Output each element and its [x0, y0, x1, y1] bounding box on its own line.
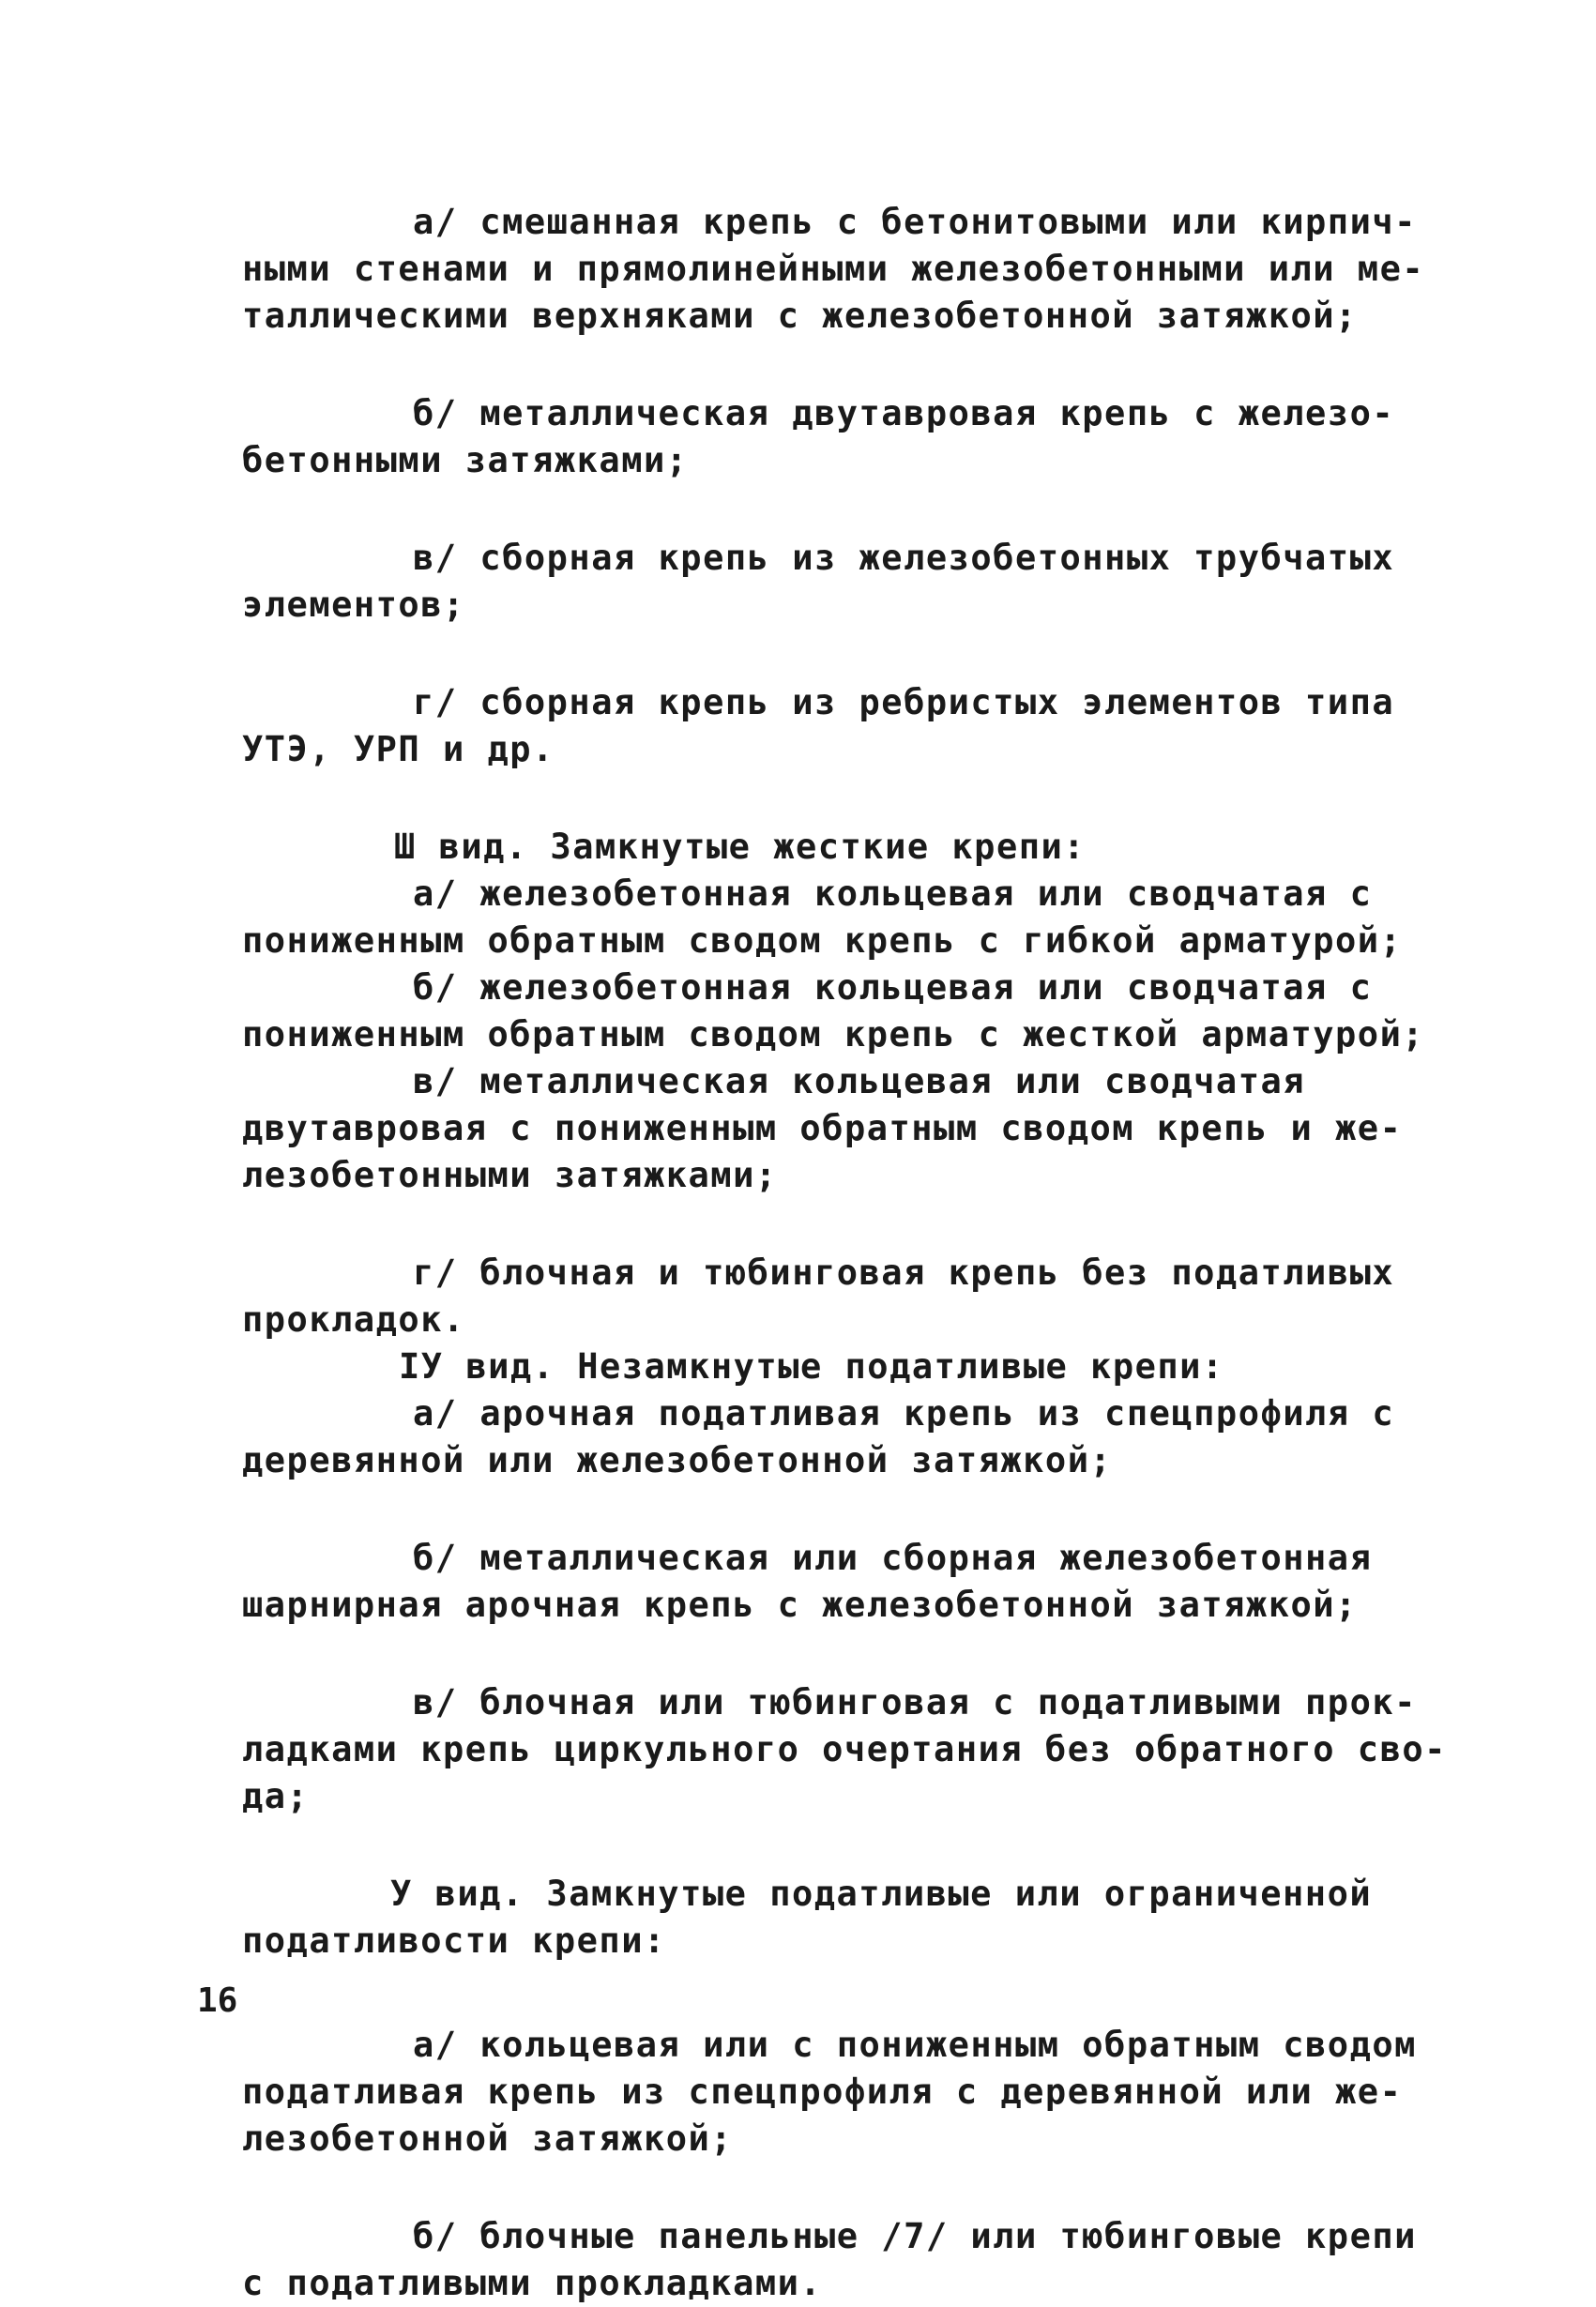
text-line: б/ металлическая двутавровая крепь с железо-: [413, 393, 1395, 433]
text-line: пониженным обратным сводом крепь с жесткой арматурой;: [242, 1014, 1425, 1055]
text-line: деревянной или железобетонной затяжкой;: [242, 1440, 1113, 1480]
text-line: податливая крепь из спецпрофиля с деревянной или же-: [242, 2072, 1403, 2112]
spacer: [242, 340, 1396, 390]
text-line: б/ металлическая или сборная железобетонная: [413, 1538, 1373, 1578]
text-line: а/ смешанная крепь с бетонитовыми или кирпич-: [413, 202, 1417, 242]
text-line: б/ железобетонная кольцевая или сводчатая с: [413, 967, 1373, 1008]
text-line: лезобетонными затяжками;: [242, 1155, 778, 1195]
spacer: [242, 1484, 1396, 1535]
body-text: [242, 199, 1447, 2307]
text-line: таллическими верхняками с железобетонной затяжкой;: [242, 296, 1358, 336]
text-line: двутавровая с пониженным обратным сводом крепь и же-: [242, 1108, 1403, 1148]
text-line: шарнирная арочная крепь с железобетонной затяжкой;: [242, 1585, 1358, 1625]
text-line: да;: [242, 1776, 310, 1816]
spacer: [242, 484, 1396, 535]
text-line: податливости крепи:: [242, 1920, 666, 1961]
text-line: г/ блочная и тюбинговая крепь без податливых: [413, 1252, 1395, 1293]
section-heading: Ш вид. Замкнутые жесткие крепи:: [394, 827, 1087, 867]
text-line: лезобетонной затяжкой;: [242, 2118, 734, 2159]
text-line: б/ блочные панельные /7/ или тюбинговые крепи: [413, 2216, 1417, 2256]
text-line: ладками крепь циркульного очертания без обратного сво-: [242, 1729, 1447, 1769]
text-line: а/ кольцевая или с пониженным обратным сводом: [413, 2025, 1417, 2065]
text-line: бетонными затяжками;: [242, 440, 689, 480]
text-line: а/ арочная податливая крепь из спецпрофиля с: [413, 1393, 1395, 1434]
spacer: [242, 2163, 1396, 2213]
text-line: УТЭ, УРП и др.: [242, 729, 555, 769]
spacer: [242, 629, 1396, 679]
spacer: [242, 773, 1396, 824]
spacer: [242, 1965, 1396, 2022]
section-heading: У вид. Замкнутые податливые или ограниченной: [390, 1874, 1373, 1914]
spacer: [242, 1629, 1396, 1679]
text-line: прокладок.: [242, 1299, 465, 1340]
text-line: в/ сборная крепь из железобетонных трубчатых: [413, 538, 1395, 578]
page-number: 16: [197, 1981, 238, 2020]
text-line: ными стенами и прямолинейными железобетонными или ме-: [242, 249, 1425, 289]
text-line: с податливыми прокладками.: [242, 2263, 823, 2303]
section-heading: IУ вид. Незамкнутые податливые крепи:: [399, 1346, 1224, 1387]
text-line: г/ сборная крепь из ребристых элементов типа: [413, 682, 1395, 722]
text-line: в/ блочная или тюбинговая с податливыми прок-: [413, 1682, 1417, 1723]
spacer: [242, 1199, 1396, 1250]
text-line: элементов;: [242, 584, 465, 625]
text-line: а/ железобетонная кольцевая или сводчатая с: [413, 873, 1373, 914]
spacer: [242, 1820, 1396, 1871]
text-line: в/ металлическая кольцевая или сводчатая: [413, 1061, 1306, 1101]
text-line: пониженным обратным сводом крепь с гибкой арматурой;: [242, 920, 1403, 961]
